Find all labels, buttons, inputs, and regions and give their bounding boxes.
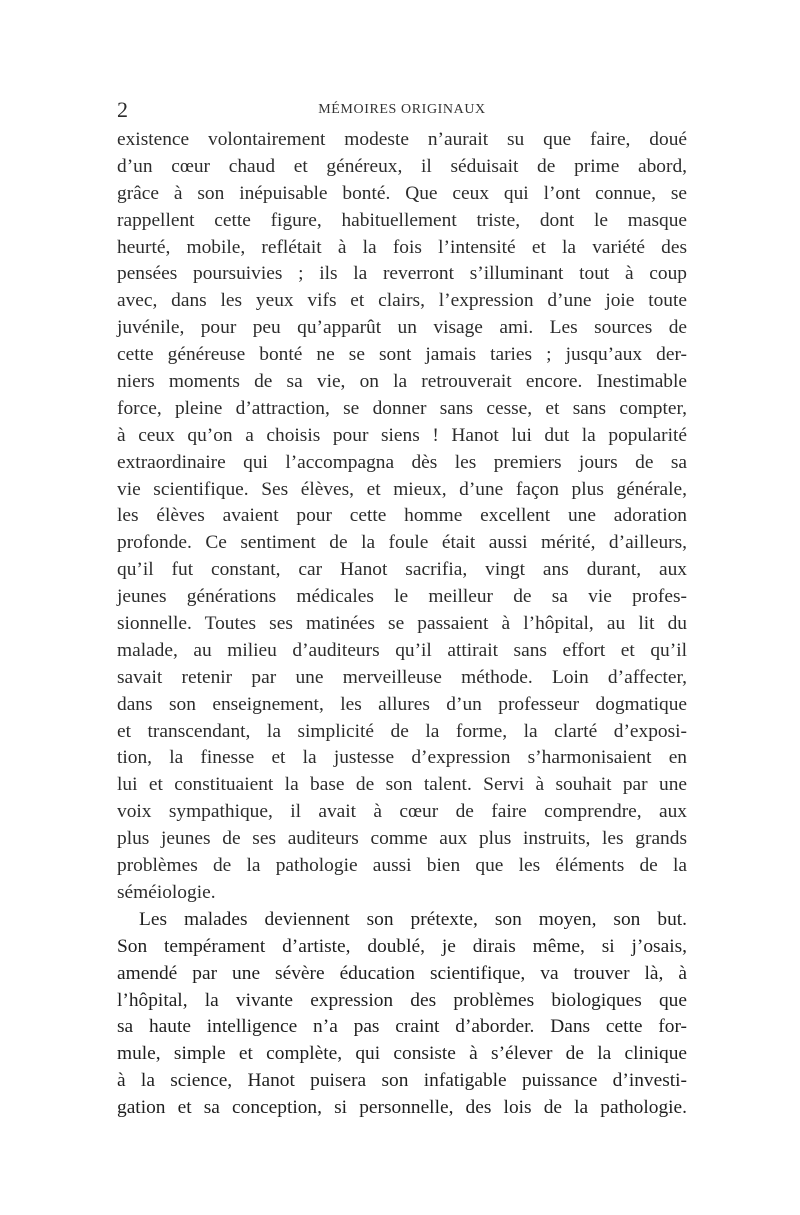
- text-line: les élèves avaient pour cette homme excellent une adoration: [117, 505, 687, 527]
- text-line: lui et constituaient la base de son talent. Servi à souhait par une: [117, 774, 687, 796]
- text-line: extraordinaire qui l’accompagna dès les premiers jours de sa: [117, 451, 687, 473]
- text-line: rappellent cette figure, habituellement triste, dont le masque: [117, 209, 687, 231]
- paragraph: [117, 907, 687, 1122]
- text-line: sa haute intelligence n’a pas craint d’aborder. Dans cette for-: [117, 1016, 687, 1038]
- paragraph: [117, 127, 687, 907]
- text-line: séméiologie.: [117, 881, 216, 903]
- text-line: problèmes de la pathologie aussi bien que les éléments de la: [117, 855, 687, 877]
- text-line: jeunes générations médicales le meilleur de sa vie profes-: [117, 586, 687, 608]
- text-line: l’hôpital, la vivante expression des problèmes biologiques que: [117, 989, 687, 1011]
- running-header: [117, 96, 687, 124]
- text-line: heurté, mobile, reflétait à la fois l’intensité et la variété des: [117, 236, 687, 258]
- text-line: force, pleine d’attraction, se donner sans cesse, et sans compter,: [117, 397, 687, 419]
- text-line: et transcendant, la simplicité de la forme, la clarté d’exposi-: [117, 720, 687, 742]
- text-line: à ceux qu’on a choisis pour siens ! Hanot lui dut la popularité: [117, 424, 687, 446]
- text-line: Son tempérament d’artiste, doublé, je dirais même, si j’osais,: [117, 935, 687, 957]
- text-line: sionnelle. Toutes ses matinées se passaient à l’hôpital, au lit du: [117, 613, 687, 635]
- text-line: Les malades deviennent son prétexte, son moyen, son but.: [139, 908, 687, 930]
- text-line: grâce à son inépuisable bonté. Que ceux qui l’ont connue, se: [117, 182, 687, 204]
- text-line: voix sympathique, il avait à cœur de faire comprendre, aux: [117, 801, 687, 823]
- text-line: malade, au milieu d’auditeurs qu’il attirait sans effort et qu’il: [117, 639, 687, 661]
- text-line: avec, dans les yeux vifs et clairs, l’expression d’une joie toute: [117, 290, 687, 312]
- text-line: plus jeunes de ses auditeurs comme aux plus instruits, les grands: [117, 828, 687, 850]
- text-line: dans son enseignement, les allures d’un professeur dogmatique: [117, 693, 687, 715]
- text-line: vie scientifique. Ses élèves, et mieux, d’une façon plus générale,: [117, 478, 687, 500]
- page-number: 2: [117, 97, 128, 122]
- text-line: profonde. Ce sentiment de la foule était aussi mérité, d’ailleurs,: [117, 532, 687, 554]
- text-line: juvénile, pour peu qu’apparût un visage ami. Les sources de: [117, 317, 687, 339]
- running-title: MÉMOIRES ORIGINAUX: [318, 102, 486, 117]
- text-line: existence volontairement modeste n’aurait su que faire, doué: [117, 129, 687, 150]
- text-line: tion, la finesse et la justesse d’expression s’harmonisaient en: [117, 747, 687, 769]
- text-line: gation et sa conception, si personnelle, des lois de la pathologie.: [117, 1097, 687, 1119]
- text-line: mule, simple et complète, qui consiste à s’élever de la clinique: [117, 1043, 687, 1065]
- text-line: à la science, Hanot puisera son infatigable puissance d’investi-: [117, 1070, 687, 1092]
- text-line: d’un cœur chaud et généreux, il séduisait de prime abord,: [117, 155, 687, 177]
- text-line: qu’il fut constant, car Hanot sacrifia, vingt ans durant, aux: [117, 559, 687, 581]
- text-line: amendé par une sévère éducation scientifique, va trouver là, à: [117, 962, 687, 984]
- text-line: niers moments de sa vie, on la retrouverait encore. Inestimable: [117, 371, 687, 393]
- text-line: cette généreuse bonté ne se sont jamais taries ; jusqu’aux der-: [117, 344, 687, 366]
- text-line: savait retenir par une merveilleuse méthode. Loin d’affecter,: [117, 666, 687, 688]
- body-text: [117, 127, 687, 1122]
- text-line: pensées poursuivies ; ils la reverront s’illuminant tout à coup: [117, 263, 687, 285]
